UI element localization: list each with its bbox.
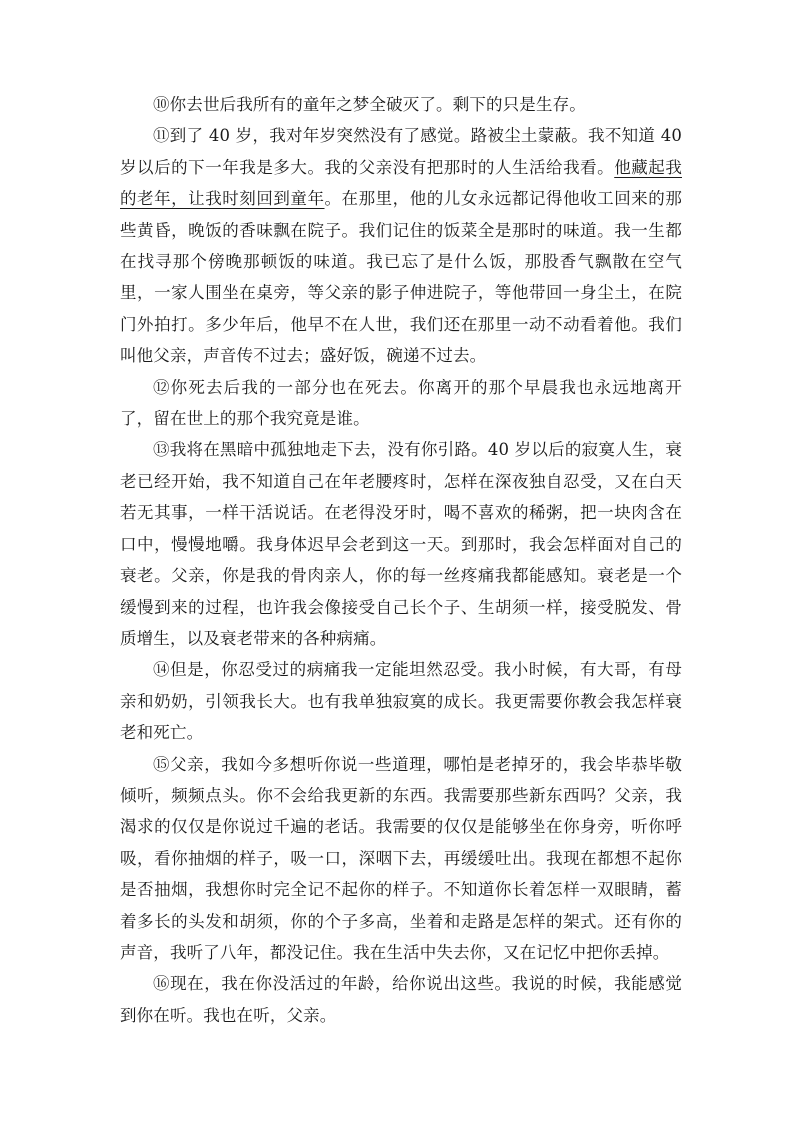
paragraph-15: ⑮父亲，我如今多想听你说一些道理，哪怕是老掉牙的，我会毕恭毕敬倾听，频频点头。你不会给我更新的东西。我需要那些新东西吗？父亲，我渴求的仅仅是你说过千遍的老话。我需要的仅仅是能够坐在你身旁，听你呼吸，看你抽烟的样子，吸一口，深咽下去，再缓缓吐出。我现在都想不起你是否抽烟，我想你时完全记不起你的样子。不知道你长着怎样一双眼睛，蓄着多长的头发和胡须，你的个子多高，坐着和走路是怎样的架式。还有你的声音，我听了八年，都没记住。我在生活中失去你，又在记忆中把你丢掉。 [120,754,682,962]
paragraph-13: ⑬我将在黑暗中孤独地走下去，没有你引路。40 岁以后的寂寞人生，衰老已经开始，我不知道自己在年老腰疼时，怎样在深夜独自忍受，又在白天若无其事，一样干活说话。在老得没牙时，喝不喜欢的稀粥，把一块肉含在口中，慢慢地嚼。我身体迟早会老到这一天。到那时，我会怎样面对自己的衰老。父亲，你是我的骨肉亲人，你的每一丝疼痛我都能感知。衰老是一个缓慢到来的过程，也许我会像接受自己长个子、生胡须一样，接受脱发、骨质增生，以及衰老带来的各种病痛。 [120,440,682,648]
paragraph-11-text-after: 。在那里，他的儿女永远都记得他收工回来的那些黄昏，晚饭的香味飘在院子。我们记住的饭菜全是那时的味道。我一生都在找寻那个傍晚那顿饭的味道。我已忘了是什么饭，那股香气飘散在空气里，一家人围坐在桌旁，等父亲的影子伸进院子，等他带回一身尘土，在院门外拍打。多少年后，他早不在人世，我们还在那里一动不动看着他。我们叫他父亲，声音传不过去；盛好饭，碗递不过去。 [120,189,682,366]
paragraph-10: ⑩你去世后我所有的童年之梦全破灭了。剩下的只是生存。 [153,95,586,114]
paragraph-11-underlined-sentence: 他藏起我的老年，让我时刻回到童年 [120,157,682,209]
paragraph-14: ⑭但是，你忍受过的病痛我一定能坦然忍受。我小时候，有大哥，有母亲和奶奶，引领我长大。也有我单独寂寞的成长。我更需要你教会我怎样衰老和死亡。 [120,660,682,743]
paragraph-11 [120,120,682,371]
paragraph-12: ⑫你死去后我的一部分也在死去。你离开的那个早晨我也永远地离开了，留在世上的那个我究竟是谁。 [120,377,682,429]
paragraph-16: ⑯现在，我在你没活过的年龄，给你说出这些。我说的时候，我能感觉到你在听。我也在听，父亲。 [120,974,682,1025]
paragraph-11-text-before: ⑪到了 40 岁，我对年岁突然没有了感觉。路被尘土蒙蔽。我不知道 40 岁以后的下一年我是多大。我的父亲没有把那时的人生活给我看。 [120,126,682,177]
essay-body [120,89,682,1031]
